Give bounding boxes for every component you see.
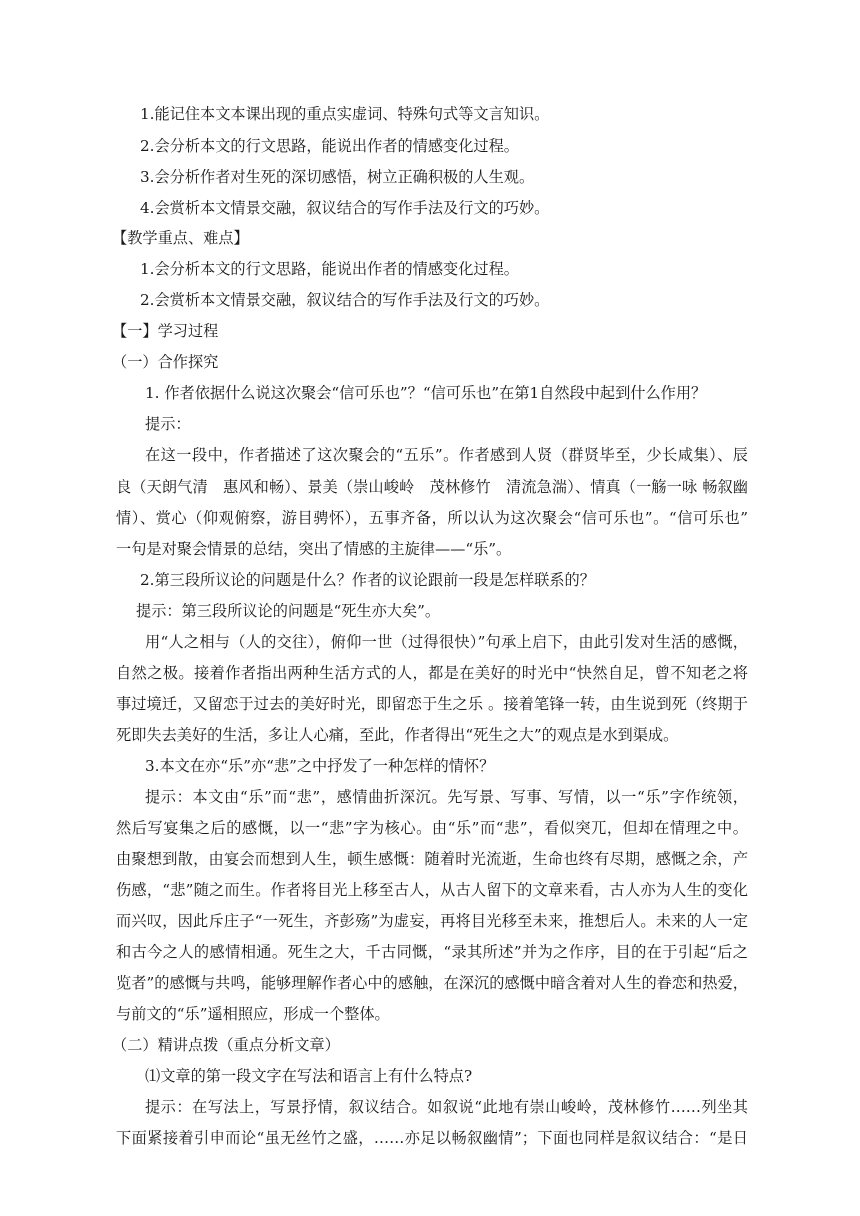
answer-4-line: 下面紧接着引申而论“虽无丝竹之盛，……亦足以畅叙幽情”；下面也同样是叙议结合：“是日 <box>116 1129 748 1147</box>
key-point-2: 2.会赏析本文情景交融，叙议结合的写作手法及行文的巧妙。 <box>140 291 550 309</box>
answer-3-line: 和古今之人的感情相通。死生之大，千古同慨，“录其所述”并为之作序，目的在于引起“后之 <box>116 943 748 961</box>
answer-3-line: 然后写宴集之后的感慨，以一“悲”字为核心。由“乐”而“悲”，看似突兀，但却在情理之中。 <box>116 819 748 837</box>
answer-3-line: 与前文的“乐”遥相照应，形成一个整体。 <box>116 1005 390 1023</box>
answer-3-line: 伤感，“悲”随之而生。作者将目光上移至古人，从古人留下的文章来看，古人亦为人生的变化 <box>116 881 748 899</box>
key-points-heading: 【教学重点、难点】 <box>112 229 249 247</box>
question-2: 2.第三段所议论的问题是什么？作者的议论跟前一段是怎样联系的？ <box>140 571 595 589</box>
answer-2-line: 用“人之相与（人的交往），俯仰一世（过得很快）”句承上启下，由此引发对生活的感慨， <box>145 633 748 651</box>
question-3: 3.本文在亦“乐”亦“悲”之中抒发了一种怎样的情怀？ <box>145 757 495 775</box>
answer-1-line: 情）、赏心（仰观俯察，游目骋怀），五事齐备，所以认为这次聚会“信可乐也”。“信可乐也” <box>116 509 748 527</box>
answer-2-line: 死即失去美好的生活，多让人心痛，至此，作者得出“死生之大”的观点是水到渠成。 <box>116 726 679 744</box>
answer-4-line: 提示：在写法上，写景抒情，叙议结合。如叙说“此地有崇山峻岭，茂林修竹……列坐其 <box>145 1098 748 1116</box>
key-point-1: 1.会分析本文的行文思路，能说出作者的情感变化过程。 <box>140 260 519 278</box>
question-4: ⑴文章的第一段文字在写法和语言上有什么特点? <box>145 1067 473 1085</box>
answer-3-line: 提示：本文由“乐”而“悲”，感情曲折深沉。先写景、写事、写情，以一“乐”字作统领， <box>145 788 748 806</box>
answer-2-hint: 提示：第三段所议论的问题是“死生亦大矣”。 <box>136 602 441 620</box>
objective-3: 3.会分析作者对生死的深切感悟，树立正确积极的人生观。 <box>140 168 535 186</box>
objective-1: 1.能记住本文本课出现的重点实虚词、特殊句式等文言知识。 <box>140 105 550 123</box>
answer-2-line: 事过境迁，又留恋于过去的美好时光，即留恋于生之乐 。接着笔锋一转，由生说到死（终期于 <box>116 695 748 713</box>
answer-1-line: 在这一段中，作者描述了这次聚会的“五乐”。作者感到人贤（群贤毕至，少长咸集）、辰 <box>145 446 748 464</box>
answer-1-line: 一句是对聚会情景的总结，突出了情感的主旋律——“乐”。 <box>116 540 512 558</box>
answer-3-line: 由聚想到散，由宴会而想到人生，顿生感慨：随着时光流逝，生命也终有尽期，感慨之余，产 <box>116 850 748 868</box>
section2-heading: （二）精讲点拨（重点分析文章） <box>112 1036 340 1054</box>
objective-4: 4.会赏析本文情景交融，叙议结合的写作手法及行文的巧妙。 <box>140 199 550 217</box>
answer-3-line: 览者”的感慨与共鸣，能够理解作者心中的感触，在深沉的感慨中暗含着对人生的眷恋和热爱， <box>116 974 748 992</box>
question-1: 1. 作者依据什么说这次聚会“信可乐也”？“信可乐也”在第1自然段中起到什么作用？ <box>145 384 707 402</box>
answer-1-line: 良（天朗气清 惠风和畅）、景美（崇山峻岭 茂林修竹 清流急湍）、情真（一觞一咏 畅叙幽 <box>116 478 748 496</box>
hint-label: 提示： <box>145 415 191 433</box>
objective-2: 2.会分析本文的行文思路，能说出作者的情感变化过程。 <box>140 137 519 155</box>
answer-3-line: 而兴叹，因此斥庄子“一死生，齐彭殇”为虚妄，再将目光移至未来，推想后人。未来的人一定 <box>116 912 748 930</box>
process-heading: 【一】学习过程 <box>112 322 219 340</box>
answer-2-line: 自然之极。接着作者指出两种生活方式的人，都是在美好的时光中“快然自足，曾不知老之将 <box>116 664 748 682</box>
section1-heading: （一）合作探究 <box>112 353 219 371</box>
